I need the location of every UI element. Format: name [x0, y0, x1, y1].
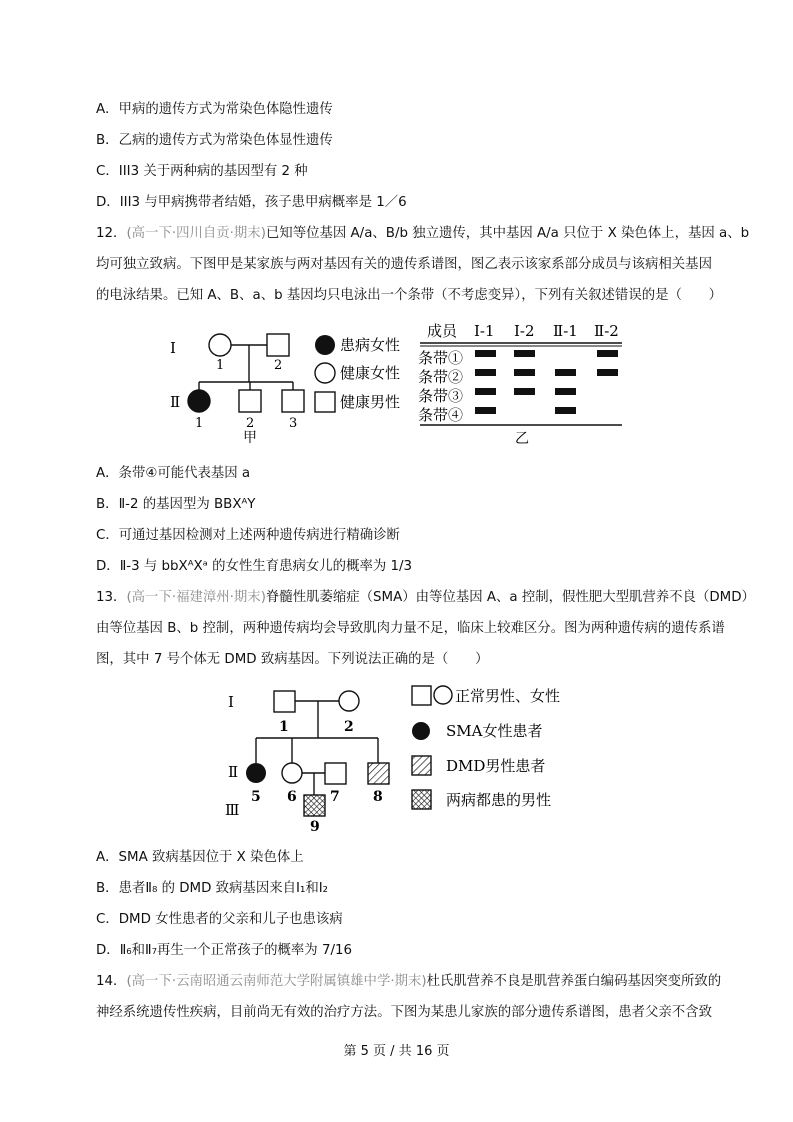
q13-gen-2: Ⅱ [228, 763, 239, 781]
q12-option-c: C．可通过基因检测对上述两种遗传病进行精确诊断 [96, 528, 400, 543]
q12-band1-i2 [514, 350, 535, 357]
q13-gen-3: Ⅲ [225, 801, 240, 819]
q12-source: (高一下·四川自贡·期末) [126, 226, 266, 241]
q13-legend-normal-female-icon [434, 686, 452, 704]
q12-legend-1: 患病女性 [340, 336, 401, 354]
q13-option-d: D．Ⅱ₆和Ⅱ₇再生一个正常孩子的概率为 7/16 [96, 943, 353, 958]
q13-label-1: 1 [279, 719, 289, 735]
q12-option-d: D．Ⅱ-3 与 bbXᴬXᵃ 的女性生育患病女儿的概率为 1/3 [96, 559, 413, 574]
q13-label-5: 5 [251, 789, 261, 805]
q14-stem-line-2: 神经系统遗传性疾病，目前尚无有效的治疗方法。下图为某患儿家族的部分遗传系谱图，患者父亲不含致 [96, 1005, 712, 1020]
q12-band2-ii1 [555, 369, 576, 376]
q13-number: 13． [96, 590, 127, 605]
q12-band-2: 条带② [418, 368, 464, 386]
q12-legend-healthy-male-icon [315, 392, 335, 412]
q14-stem-line-1: 14．(高一下·云南昭通云南师范大学附属镇雄中学·期末)杜氏肌营养不良是肌营养蛋白编码基因突变所致的 [96, 974, 722, 989]
q13-i1-male [274, 691, 295, 712]
q13-figure [0, 676, 793, 836]
q13-stem-line-3: 图，其中 7 号个体无 DMD 致病基因。下列说法正确的是（ ） [96, 652, 489, 667]
q12-option-a: A．条带④可能代表基因 a [96, 466, 251, 481]
q12-label-ii1: 1 [195, 416, 204, 431]
q13-legend-2: SMA女性患者 [446, 722, 543, 740]
q12-number: 12． [96, 226, 127, 241]
q12-legend-affected-female-icon [315, 335, 335, 355]
q12-label-i1: 1 [216, 358, 225, 373]
q12-band3-ii1 [555, 388, 576, 395]
q12-band2-i2 [514, 369, 535, 376]
q12-gen-1: Ⅰ [170, 339, 176, 357]
q12-stem-line-1: 12．(高一下·四川自贡·期末)已知等位基因 A/a、B/b 独立遗传，其中基因 A/a 只位于 X 染色体上，基因 a、b [96, 226, 750, 241]
q13-i2-female [339, 691, 359, 711]
q14-number: 14． [96, 974, 127, 989]
q13-legend-both-icon [412, 790, 431, 809]
q13-option-b: B．患者Ⅱ₈ 的 DMD 致病基因来自Ⅰ₁和Ⅰ₂ [96, 881, 329, 896]
q12-legend-3: 健康男性 [340, 393, 401, 411]
q13-label-8: 8 [373, 789, 383, 805]
q13-label-7: 7 [330, 789, 340, 805]
q11-option-d: D．III3 与甲病携带者结婚，孩子患甲病概率是 1／6 [96, 195, 407, 210]
q12-band3-i2 [514, 388, 535, 395]
q12-band1-i1 [475, 350, 496, 357]
q12-caption-b: 乙 [515, 431, 529, 447]
q13-stem-line-2: 由等位基因 B、b 控制，两种遗传病均会导致肌肉力量不足，临床上较难区分。图为两种遗传病的遗传系谱 [96, 621, 725, 636]
q12-legend-2: 健康女性 [340, 364, 401, 382]
q12-table-header-i2: Ⅰ-2 [514, 322, 535, 340]
page-footer: 第 5 页 / 共 16 页 [343, 1044, 450, 1059]
q13-label-6: 6 [287, 789, 297, 805]
q12-band4-i1 [475, 407, 496, 414]
q12-band2-i1 [475, 369, 496, 376]
q13-legend-normal-male-icon [412, 686, 431, 705]
q13-stem-line-1: 13．(高一下·福建漳州·期末)脊髓性肌萎缩症（SMA）由等位基因 A、a 控制，假性肥大型肌营养不良（DMD） [96, 590, 755, 605]
q12-band-4: 条带④ [418, 406, 464, 424]
q12-figure [0, 310, 793, 460]
q13-iii9-both-male [304, 795, 325, 816]
q13-gen-1: Ⅰ [228, 693, 234, 711]
q12-label-ii2: 2 [246, 416, 255, 431]
q13-ii8-dmd-male [368, 763, 389, 784]
q12-ii3-male [282, 390, 304, 412]
q12-ii1-affected-female [188, 390, 210, 412]
q13-label-2: 2 [344, 719, 354, 735]
q12-band4-ii1 [555, 407, 576, 414]
q13-legend-sma-icon [412, 722, 430, 740]
q13-legend-4: 两病都患的男性 [446, 791, 552, 809]
q12-band-1: 条带① [418, 349, 464, 367]
q12-i2-male [267, 334, 289, 356]
q11-option-c: C．III3 关于两种病的基因型有 2 种 [96, 164, 308, 179]
q12-caption-a: 甲 [243, 430, 257, 446]
q12-stem-line-3: 的电泳结果。已知 A、B、a、b 基因均只电泳出一个条带（不考虑变异），下列有关叙述错误的是（ ） [96, 288, 723, 303]
q12-table-header-member: 成员 [427, 322, 458, 340]
q12-band2-ii2 [597, 369, 618, 376]
q13-legend-1: 正常男性、女性 [455, 687, 561, 705]
q13-ii5-sma-female [246, 763, 266, 783]
q12-gen-2: Ⅱ [170, 393, 181, 411]
q12-table-header-i1: Ⅰ-1 [474, 322, 495, 340]
q12-i1-female [209, 334, 231, 356]
q12-band1-ii2 [597, 350, 618, 357]
q12-band3-i1 [475, 388, 496, 395]
q13-legend-dmd-icon [412, 756, 431, 775]
q14-source: (高一下·云南昭通云南师范大学附属镇雄中学·期末) [126, 974, 427, 989]
q13-legend-3: DMD男性患者 [446, 757, 546, 775]
q13-option-a: A．SMA 致病基因位于 X 染色体上 [96, 850, 304, 865]
q13-option-c: C．DMD 女性患者的父亲和儿子也患该病 [96, 912, 343, 927]
q12-table-header-ii2: Ⅱ-2 [594, 322, 619, 340]
q12-band-3: 条带③ [418, 387, 464, 405]
q11-option-a: A．甲病的遗传方式为常染色体隐性遗传 [96, 102, 333, 117]
q12-table-header-ii1: Ⅱ-1 [553, 322, 578, 340]
q13-ii6-female [282, 763, 302, 783]
q13-label-9: 9 [310, 819, 320, 835]
q12-stem-line-2: 均可独立致病。下图甲是某家族与两对基因有关的遗传系谱图，图乙表示该家系部分成员与该病相关基因 [96, 257, 712, 272]
q13-source: (高一下·福建漳州·期末) [126, 590, 266, 605]
q12-ii2-male [239, 390, 261, 412]
q12-label-i2: 2 [274, 358, 283, 373]
q12-label-ii3: 3 [289, 416, 298, 431]
q12-option-b: B．Ⅱ-2 的基因型为 BBXᴬY [96, 497, 256, 512]
q12-legend-healthy-female-icon [315, 363, 335, 383]
q11-option-b: B．乙病的遗传方式为常染色体显性遗传 [96, 133, 333, 148]
q13-ii7-male [325, 763, 346, 784]
